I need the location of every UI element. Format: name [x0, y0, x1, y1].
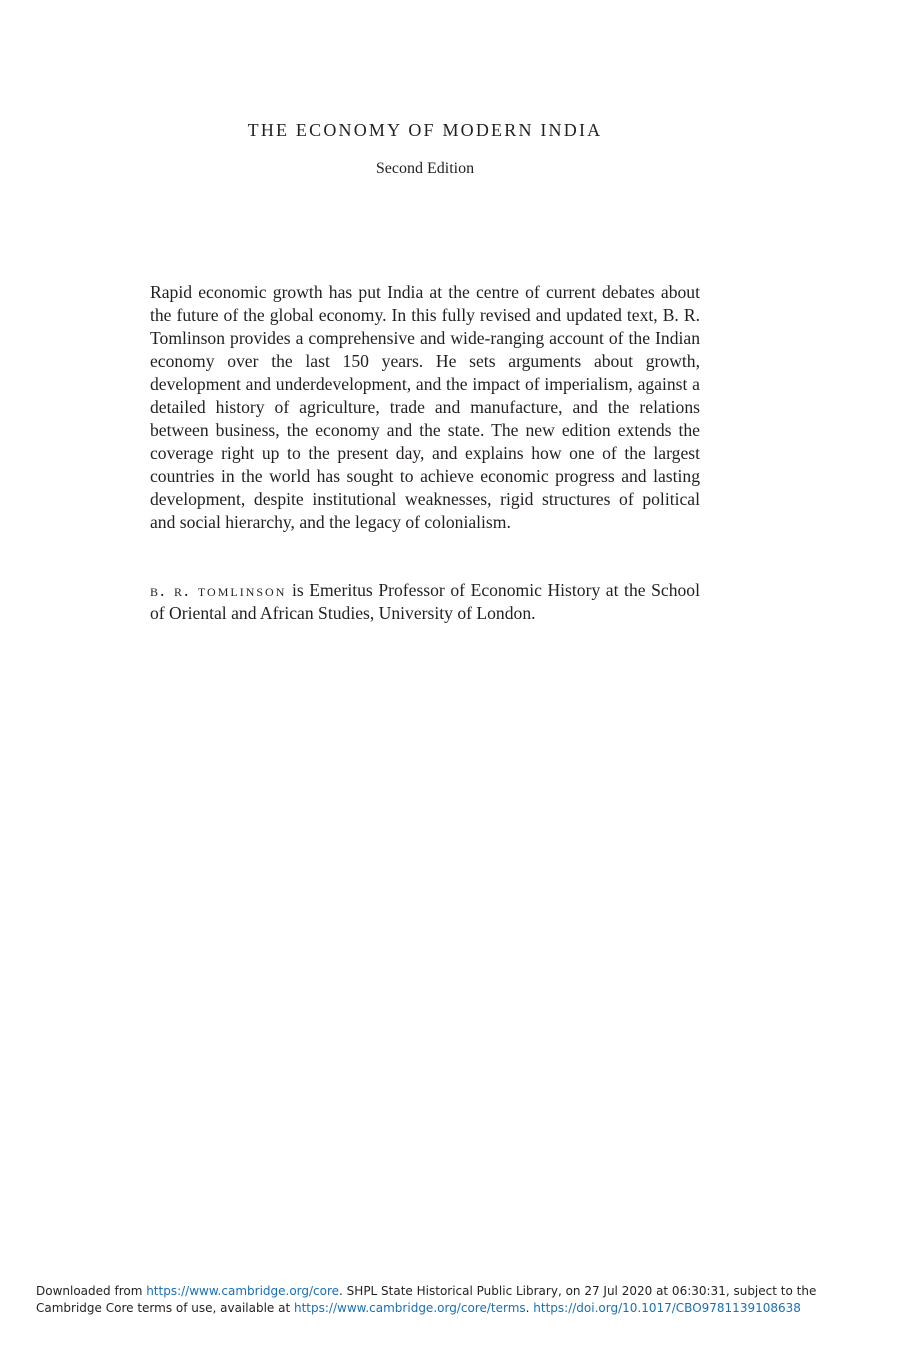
- footer-middle-text: . SHPL State Historical Public Library, on 27 Jul 2020 at 06:30:31, subject to the Cambridge Core terms of use, available at: [36, 1284, 817, 1315]
- footer-separator: .: [525, 1301, 534, 1315]
- cambridge-core-link[interactable]: https://www.cambridge.org/core: [146, 1284, 340, 1298]
- terms-link[interactable]: https://www.cambridge.org/core/terms: [294, 1301, 526, 1315]
- author-bio: [150, 579, 700, 625]
- download-footer: [36, 1283, 876, 1317]
- book-title: THE ECONOMY OF MODERN INDIA: [247, 120, 603, 140]
- book-blurb: Rapid economic growth has put India at the centre of current debates about the future of the global economy. In this fully revised and updated text, B. R. Tomlinson provides a comprehensive and wide-ranging account of the Indian economy over the last 150 years. He sets arguments about growth, development and underdevelopment, and the impact of imperialism, against a detailed history of agriculture, trade and manufacture, and the relations between business, the economy and the state. The new edition extends the coverage right up to the present day, and explains how one of the largest countries in the world has sought to achieve economic progress and lasting development, despite institutional weaknesses, rigid structures of political and social hierarchy, and the legacy of colonialism.: [150, 282, 700, 532]
- footer-downloaded-from: Downloaded from: [36, 1284, 147, 1298]
- doi-link[interactable]: https://doi.org/10.1017/CBO9781139108638: [533, 1301, 801, 1315]
- author-bio-text: is Emeritus Professor of Economic History at the School of Oriental and African Studies, University of London.: [150, 580, 700, 623]
- author-name: b. r. tomlinson: [150, 580, 287, 600]
- edition-label: Second Edition: [375, 160, 475, 177]
